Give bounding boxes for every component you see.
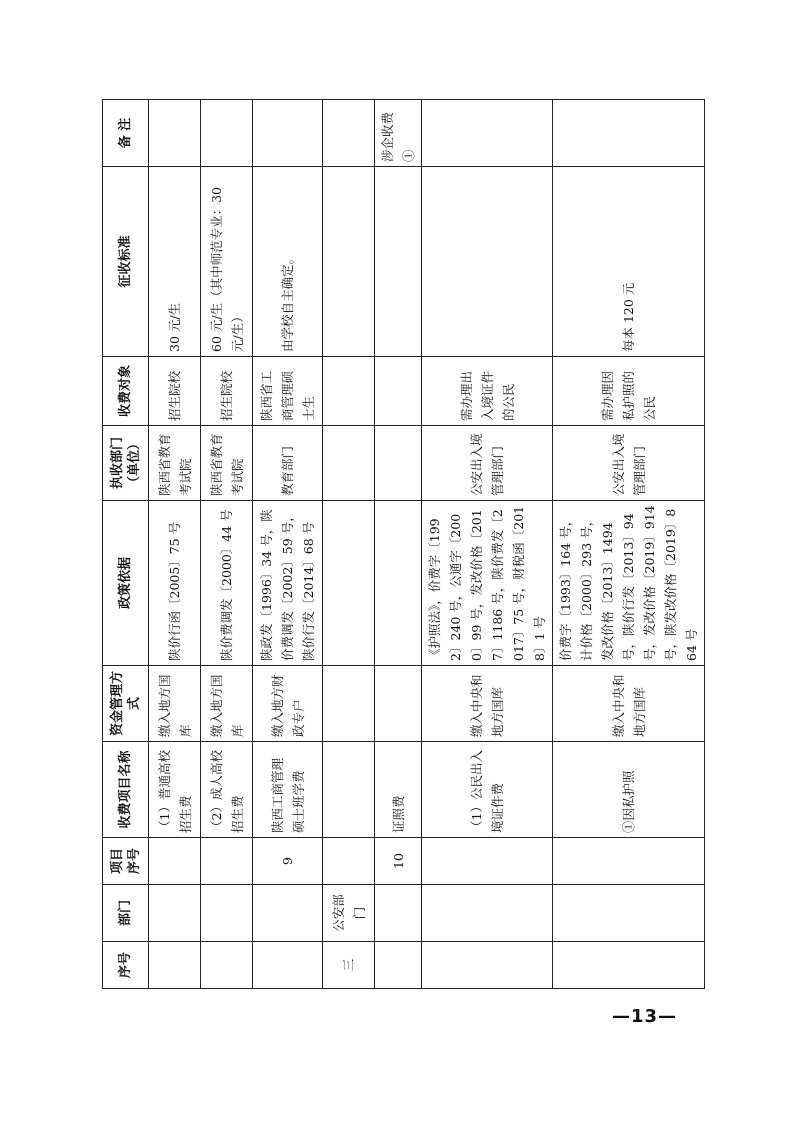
cell-dept: 公安部门 [323,885,375,942]
cell-fund-mgmt: 缴入地方财政专户 [253,666,323,742]
cell-policy: 价费字〔1993〕164 号，计价格〔2000〕293 号，发改价格〔2013〕1494 号，陕价行发〔2013〕94 号，发改价格〔2019〕914 号，陕发改价格〔2019〕864 号 [553,501,705,666]
cell-item-seq: 9 [253,838,323,885]
cell-item-name [323,742,375,838]
cell-fund-mgmt [375,666,422,742]
cell-standard: 由学校自主确定。 [253,167,323,357]
cell-item-seq [422,838,553,885]
header-fund-mgmt: 资金管理方式 [103,666,149,742]
cell-item-name: 证照费 [375,742,422,838]
cell-dept [253,885,323,942]
cell-seq [553,942,705,989]
cell-exec-dept: 公安出入境管理部门 [422,426,553,501]
cell-target: 陕西省工商管理硕士生 [253,357,323,426]
table-row [323,100,375,989]
cell-exec-dept: 陕西省教育考试院 [201,426,253,501]
cell-policy [375,501,422,666]
cell-seq [253,942,323,989]
cell-target: 需办理出入境证件的公民 [422,357,553,426]
cell-exec-dept: 公安出入境管理部门 [553,426,705,501]
header-exec-dept: 执收部门（单位） [103,426,149,501]
cell-policy: 《护照法》，价费字〔1992〕240 号，公通字〔2000〕99 号，发改价格〔2017〕1186 号，陕价费发〔2017〕75 号，财税函〔2018〕1 号 [422,501,553,666]
cell-item-seq: 10 [375,838,422,885]
cell-fund-mgmt: 缴入地方国库 [149,666,201,742]
cell-fund-mgmt: 缴入中央和地方国库 [422,666,553,742]
cell-standard: 30 元/生 [149,167,201,357]
cell-remark [201,100,253,167]
cell-item-name: 陕西工商管理硕士班学费 [253,742,323,838]
cell-dept [422,885,553,942]
cell-seq [201,942,253,989]
table-row [375,100,422,989]
cell-policy: 陕价费调发〔2000〕44 号 [201,501,253,666]
table-row [422,100,553,989]
cell-standard [323,167,375,357]
cell-item-seq [149,838,201,885]
cell-item-seq [323,838,375,885]
header-dept: 部门 [103,885,149,942]
cell-standard: 60 元/生（其中师范专业：30 元/生） [201,167,253,357]
cell-seq [422,942,553,989]
header-row [103,100,149,989]
table-row [553,100,705,989]
header-item-seq: 项目序号 [103,838,149,885]
cell-target: 招生院校 [149,357,201,426]
cell-remark [422,100,553,167]
cell-dept [149,885,201,942]
cell-fund-mgmt: 缴入中央和地方国库 [553,666,705,742]
cell-item-name: （1）普通高校招生费 [149,742,201,838]
cell-policy [323,501,375,666]
cell-seq [149,942,201,989]
cell-standard [375,167,422,357]
cell-policy: 陕政发〔1996〕34 号，陕价费调发〔2002〕59 号，陕价行发〔2014〕68 号 [253,501,323,666]
header-policy: 政策依据 [103,501,149,666]
header-target: 收费对象 [103,357,149,426]
header-standard: 征收标准 [103,167,149,357]
cell-standard [422,167,553,357]
fee-table [102,99,705,989]
fee-table-rotated [102,111,699,989]
cell-item-name: ①因私护照 [553,742,705,838]
cell-target [323,357,375,426]
table-row [253,100,323,989]
table-row [201,100,253,989]
cell-remark [323,100,375,167]
cell-item-seq [201,838,253,885]
header-remark: 备 注 [103,100,149,167]
cell-remark: 涉企收费① [375,100,422,167]
cell-item-name: （2）成人高校招生费 [201,742,253,838]
header-seq: 序号 [103,942,149,989]
cell-target: 需办理因私护照的公民 [553,357,705,426]
cell-dept [375,885,422,942]
cell-exec-dept [375,426,422,501]
cell-fund-mgmt [323,666,375,742]
cell-dept [201,885,253,942]
table-row [149,100,201,989]
page-number: —13— [612,1006,678,1027]
cell-seq: 三 [323,942,375,989]
cell-target [375,357,422,426]
cell-remark [553,100,705,167]
cell-seq [375,942,422,989]
cell-standard: 每本 120 元 [553,167,705,357]
cell-exec-dept: 教育部门 [253,426,323,501]
header-item-name: 收费项目名称 [103,742,149,838]
cell-exec-dept [323,426,375,501]
cell-remark [149,100,201,167]
cell-target: 招生院校 [201,357,253,426]
cell-dept [553,885,705,942]
cell-policy: 陕价行函〔2005〕75 号 [149,501,201,666]
cell-exec-dept: 陕西省教育考试院 [149,426,201,501]
cell-remark [253,100,323,167]
cell-item-name: （1）公民出入境证件费 [422,742,553,838]
cell-fund-mgmt: 缴入地方国库 [201,666,253,742]
cell-item-seq [553,838,705,885]
